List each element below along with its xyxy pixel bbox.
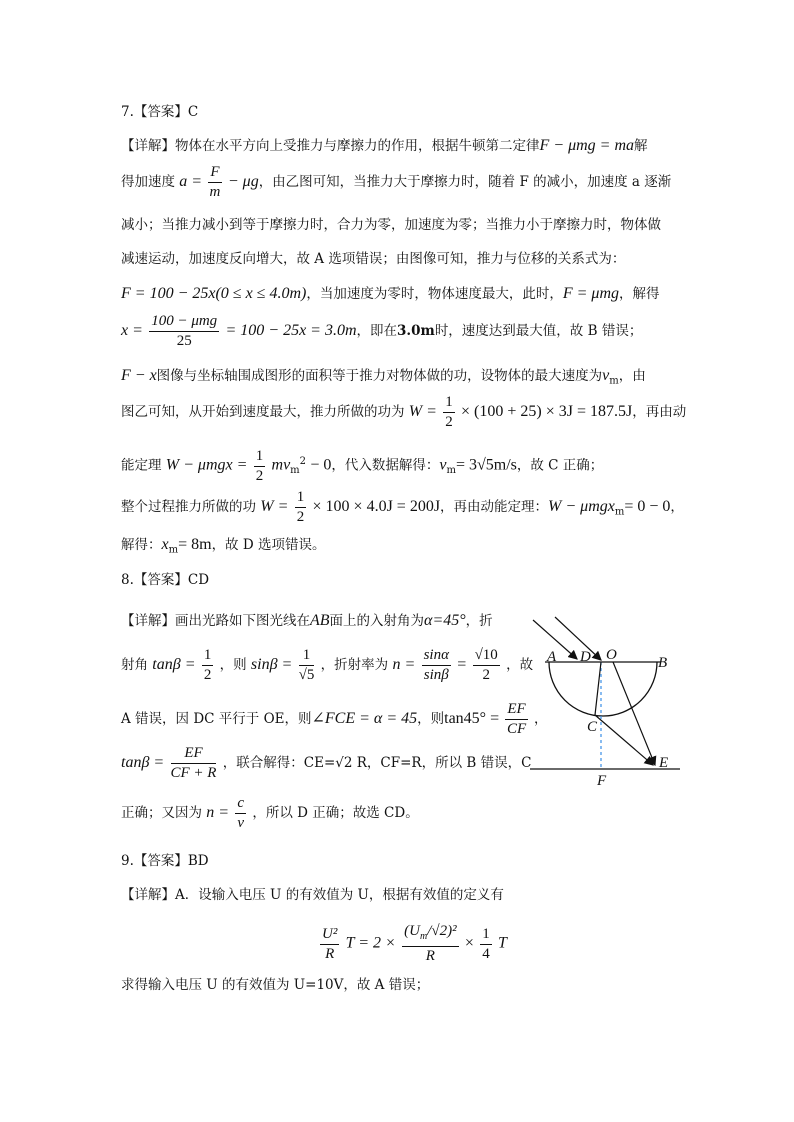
incident-ray-2 — [555, 617, 601, 660]
fraction-um: $\frac{(U_m/√2)^2}{R}$ — [404, 923, 457, 964]
q7-heading: 7.【答案】C — [121, 104, 199, 120]
fraction-ef-cf: $\frac{EF}{CF}$ — [506, 701, 527, 737]
fraction-u2-r: $\frac{\text{U²}}{R}$ — [322, 925, 338, 962]
q8-line-4: tanβ = $\frac{EF}{CF + R}$ ，联合解得：CE=√2 R，CF=R，所以 B 错误，C — [121, 745, 532, 781]
fraction-n: $\frac{\sin\alpha}{\sin\beta}$ — [423, 647, 449, 683]
q8-line-3: A 错误，因 DC 平行于 OE，则∠FCE = α = 45，则tan45° = $\frac{EF}{CF}$ ， — [121, 701, 548, 737]
fraction-half: $\frac{1}{2}$ — [445, 394, 453, 430]
q8-line-5: 正确；又因为 n = $\frac{c}{v}$ ，所以 D 正确；故选 CD。 — [121, 795, 419, 831]
q7-line-10: 整个过程推力所做的功 W = $\frac{1}{2}$ × 100 × 4.0J = 200J，再由动能定理：W − μmgx$_m$= 0 − 0， — [121, 489, 684, 525]
fraction-x: $\frac{\text{100 − μmg}}{25}$ — [151, 313, 218, 349]
q9-line-1: 【详解】A．设输入电压 U 的有效值为 U，根据有效值的定义有 — [121, 887, 504, 903]
q7-line-9: 能定理 W − μmgx = $\frac{1}{2}$ $mv_m^2 - 0$，代入数据解得：$v_m= 3√5m/s$，故 C 正确； — [121, 447, 604, 484]
q9-heading: 9.【答案】BD — [121, 853, 209, 869]
optics-diagram — [525, 615, 690, 790]
q8-line-1: 【详解】画出光路如下图光线在AB面上的入射角为α=45°，折 — [121, 612, 493, 629]
semicircle-arc — [549, 662, 657, 716]
fraction-c-over-v: $\frac{c}{v}$ — [237, 795, 245, 831]
q7-line-2: 得加速度 a = $\frac{F}{m}$ − μg，由乙图可知，当推力大于摩擦力时，随着 F 的减小，加速度 a 逐渐 — [121, 164, 672, 200]
q8-line-2: 射角 tanβ = $\frac{1}{2}$ ，则 sinβ = $\frac{1}{√5}$ ，折射率为 n = $\frac{\sin\alpha}{\sin\beta}$ = $\frac{√10}{2}$ ，故 — [121, 647, 534, 683]
fraction-ef-cfr: $\frac{EF}{CF + R}$ — [170, 745, 217, 781]
q7-line-6: x = $\frac{\text{100 − μmg}}{25}$ = 100 − 25x = 3.0m，即在3.0m时，速度达到最大值，故 B 错误； — [121, 313, 643, 349]
label-o: O — [606, 647, 617, 663]
label-f: F — [597, 773, 607, 789]
fraction-half-ke: $\frac{1}{2}$ — [255, 447, 264, 484]
fraction-sinb: $\frac{1}{√5}$ — [298, 647, 315, 683]
q7-line-1: 【详解】物体在水平方向上受推力与摩擦力的作用，根据牛顿第二定律F − μmg = ma解 — [121, 137, 648, 154]
q9-line-3: 求得输入电压 U 的有效值为 U=10V，故 A 错误； — [121, 977, 430, 993]
q9-equation: $\frac{\text{U²}}{R}$ T = 2 × $\frac{(U_m/√2)^2}{R}$ × $\frac{1}{4}$ T — [322, 923, 507, 964]
label-c: C — [587, 719, 598, 735]
q7-line-5: F = 100 − 25x(0 ≤ x ≤ 4.0m)，当加速度为零时，物体速度最大，此时，F = μmg，解得 — [121, 285, 660, 302]
label-d: D — [580, 649, 591, 665]
q7-line-3: 减小；当推力减小到等于摩擦力时，合力为零，加速度为零；当推力小于摩擦力时，物体做 — [121, 217, 661, 233]
fraction-f-over-m: $\frac{F}{m}$ — [209, 164, 221, 200]
label-a: A — [547, 649, 557, 665]
refracted-ray-1 — [595, 662, 601, 715]
fraction-quarter: $\frac{1}{4}$ — [482, 925, 490, 962]
label-b: B — [658, 655, 668, 671]
fraction-sqrt10: $\frac{√10}{2}$ — [474, 647, 498, 683]
q7-line-8: 图乙可知，从开始到速度最大，推力所做的功为 W = $\frac{1}{2}$ × (100 + 25) × 3J = 187.5J，再由动 — [121, 394, 687, 430]
q8-heading: 8.【答案】CD — [121, 572, 210, 588]
fraction-half-w: $\frac{1}{2}$ — [296, 489, 305, 525]
fraction-tanb: $\frac{1}{2}$ — [203, 647, 212, 683]
label-e: E — [659, 755, 669, 771]
q7-line-4: 减速运动，加速度反向增大，故 A 选项错误；由图像可知，推力与位移的关系式为： — [121, 251, 626, 267]
q7-line-7: F − x图像与坐标轴围成图形的面积等于推力对物体做的功，设物体的最大速度为$v_m$，由 — [121, 367, 646, 387]
q7-line-11: 解得：$x_m= 8m$，故 D 选项错误。 — [121, 536, 326, 556]
